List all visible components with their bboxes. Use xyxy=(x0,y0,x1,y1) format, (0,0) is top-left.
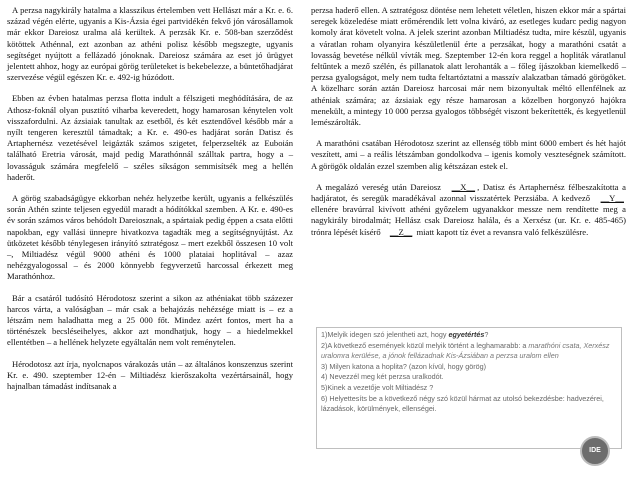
question-1-term: egyetértés xyxy=(448,330,485,339)
blank-z[interactable]: __Z__ xyxy=(389,226,413,237)
question-2-text: 2)A következő események közül melyik történt a leghamarabb: a xyxy=(321,340,527,350)
question-1-text: 1)Melyik idegen szó jelentheti azt, hogy xyxy=(321,330,447,339)
question-2-options: marathóni csata, Xerxész uralomra kerülése, a jónok fellázadnak Kis-Ázsiában a perzsa uralom ellen xyxy=(321,340,610,361)
blank-x[interactable]: __X__ xyxy=(451,181,476,192)
question-5: 5)Kinek a vezetője volt Miltiadész ? xyxy=(321,382,434,392)
aftermath-text-c: ellenére bravúrral kivívott athéni győzelem ugyanakkor messze nem rendítette meg a nagykirály birodalmát; Hellász csak Dareiosz halála, és a Xerxész (ur. Kr. e. 485-465) trónra lépését kísérő xyxy=(311,204,626,237)
paragraph-herodotus-attack: Hérodotosz azt írja, nyolcnapos várakozás után – az általános konszenzus szerint Kr. e. 490. szeptember 12-én – Miltiadész kierőszakolta vezértársainál, hogy hajnalban támadást indítsanak a xyxy=(7,358,293,392)
left-column xyxy=(7,5,293,402)
question-4: 4) Nevezzél meg két perzsa uralkodót. xyxy=(321,372,444,382)
aftermath-text-b: , Datisz és Artaphernész félbeszakította a hadjáratot, és seregük maradékával azonnal visszatértek Perzsiába. A kedvező xyxy=(311,181,626,204)
question-2 xyxy=(321,341,617,362)
paragraph-persian-expansion: A perzsa nagykirály hatalma a klasszikus értelemben vett Hellászt már a Kr. e. 6. század végén elérte, ugyanis a Kis-Ázsia égei partvidékén fekvő jón városállamok már ekkor Dareiosz uralma alá kerültek. A perzsák Kr. e. 508-ban szerződést kötöttek Athénnal, ezt azonban az athéni polisz később megszegte, ugyanis segítséget nyújtott a fellázadó jónoknak. Dareiosz számára az eset jó ürügyet jelentett ahhoz, hogy az európai görög területeket is bekebelezze, a büntetőhadjárat szervezése végül egészen Kr. e. 492-ig húzódott. xyxy=(7,5,293,83)
paragraph-battle: perzsa haderő ellen. A sztratégosz döntése nem lehetett véletlen, hiszen ekkor már a spártai seregek közeledése miatt erőmérendik lett volna kiváró, az esetleges kudarc pedig nagyon komoly árat követelt volna. A jelek szerint azonban Miltiadész tudta, mire készül, ugyanis a váratlan roham olyanyira készületlenül érte a perzsákat, hogy a marathóni csatát a lovasság bevetése nélkül vívták meg. Szeptember 12-én kora reggel a hopliták váratlanul feltűntek a mező szélén, és pillanatok alatt lerohanták a – főleg íjászokban kiemelkedő – perzsa gyalogságot, mely nem tudta feltartóztatni a masszív alakzatban támadó görögöket. A közelharc során aztán Dareiosz harcosai már nem bizonyultak méltó ellenfélnek az athéniak számára; az ázsiaiak egy része hamarosan a közelben horgonyzó hajókra menekült, a mintegy 10 000 perzsa gyalogos többségét viszont bekerítették, és kegyetlenül lemészárolták. xyxy=(311,5,626,128)
paragraph-aftermath xyxy=(311,182,626,238)
question-6-text: 6) Helyettesíts be a következő négy szó közül hármat az utolsó bekezdésbe: xyxy=(321,393,565,403)
paragraph-army-size: Bár a csatáról tudósító Hérodotosz szerint a sikon az athéniakat több százezer harcos várta, a valóságban – már csak a behajózás nehézsége miatt is – ez a létszám nem haladhatta meg a 25 000 főt. Mindez azért fontos, mert ha a történészek becsléseihelyes, akkor azt mondhatjuk, hogy – a hiedelmekkel ellentétben – a hellének helyzete egyáltalán nem volt reménytelen. xyxy=(7,292,293,348)
blank-y[interactable]: __Y__ xyxy=(600,193,624,204)
right-column xyxy=(311,5,626,248)
question-3: 3) Milyen katona a hoplita? (azon kívül, hogy görög) xyxy=(321,361,487,371)
paragraph-athos-storm: Ebben az évben hatalmas perzsa flotta indult a félszigeti meghódítására, de az Athosz-foknál olyan pusztító viharba keveredett, hogy hamarosan kénytelen volt visszafordulni. Az ázsiaiak tanultak az esetből, és két esztendővel később már a nyílt tengeren keresztül támadtak; a Kr. e. 490-es hadjárat során Datisz és Artaphernész vezetésével leigázták számos szigetet, felperzselték az Euboián található Eretria városát, majd pedig Marathónnál szálltak partra, hogy a – lovasságuk számára megfelelő – széles síkságon semmisítsék meg a hellén haderőt. xyxy=(7,93,293,182)
questions-box xyxy=(316,327,622,449)
question-6-words: hadvezérei, lázadások, körülmények, ellenségei. xyxy=(321,393,604,414)
paragraph-greek-isolation: A görög szabadságügye ekkorban nehéz helyzetbe került, ugyanis a felkészülés során Athén szinte teljesen egyedül maradt a hódítókkal szemben. A Kr. e. 490-es év során számos város behódolt Dareiosznak, a spártaiak pedig éppen a csata előtti napokban, egy vallási ünnepre hivatkozva tagadták meg a segítségnyújtást. Az ütközetet később ténylegesen irányító sztratégosz – mert ezekből összesen 10 volt –, Miltiadész végül 9000 athéni és 1000 plataiai hoplitával – azaz nehézgyalogossal – és 2000 könnyebb fegyverzetű harcossal érkezett meg Marathónhoz. xyxy=(7,193,293,282)
aftermath-text-a: A megalázó vereség után Dareiosz xyxy=(316,181,441,192)
question-6 xyxy=(321,394,617,415)
question-1-mark: ? xyxy=(484,330,489,339)
ide-logo: IDE xyxy=(580,436,610,466)
aftermath-text-d: miatt kapott tíz évet a revansra való felkészülésre. xyxy=(416,226,589,237)
paragraph-casualties: A marathóni csatában Hérodotosz szerint az ellenség több mint 6000 embert és hét hajót veszített, ami – a reális létszámban gondolkodva – igenis komoly veszteségnek számított. A görögök oldalán ezzel szemben alig kétszázan estek el. xyxy=(311,138,626,171)
question-1 xyxy=(321,330,617,341)
